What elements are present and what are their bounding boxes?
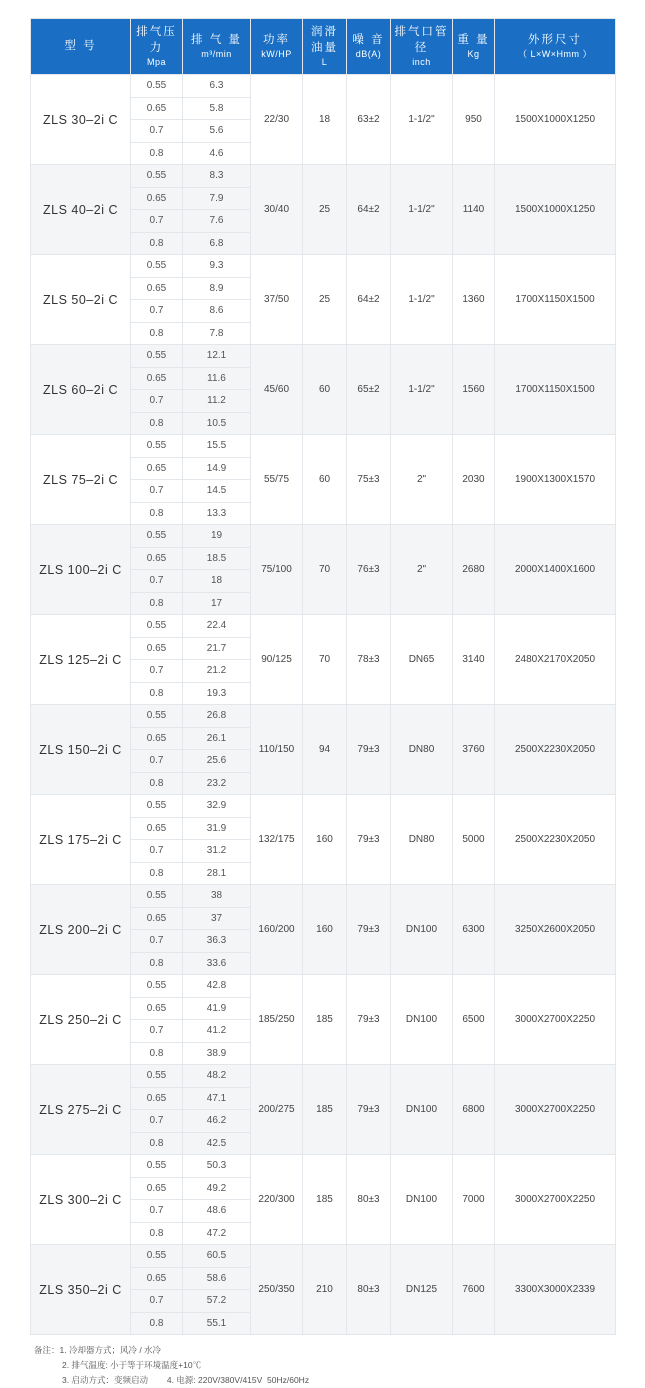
cell-flow: 4.6 xyxy=(183,142,251,165)
header-dimensions: 外形尺寸 （ L×W×Hmm ） xyxy=(495,19,616,75)
cell-power: 220/300 xyxy=(251,1155,303,1245)
cell-flow: 7.9 xyxy=(183,187,251,210)
cell-weight: 6500 xyxy=(453,975,495,1065)
cell-flow: 21.2 xyxy=(183,660,251,683)
specifications-table xyxy=(30,18,616,1335)
cell-pressure: 0.7 xyxy=(131,1200,183,1223)
cell-oil: 160 xyxy=(303,795,347,885)
cell-noise: 79±3 xyxy=(347,705,391,795)
cell-pressure: 0.65 xyxy=(131,367,183,390)
cell-outlet: DN65 xyxy=(391,615,453,705)
cell-pressure: 0.8 xyxy=(131,1222,183,1245)
cell-outlet: DN100 xyxy=(391,1155,453,1245)
cell-model: ZLS 125–2i C xyxy=(31,615,131,705)
cell-noise: 80±3 xyxy=(347,1155,391,1245)
cell-pressure: 0.8 xyxy=(131,322,183,345)
cell-dimensions: 2480X2170X2050 xyxy=(495,615,616,705)
cell-pressure: 0.65 xyxy=(131,97,183,120)
cell-flow: 47.2 xyxy=(183,1222,251,1245)
cell-pressure: 0.7 xyxy=(131,120,183,143)
cell-pressure: 0.65 xyxy=(131,637,183,660)
cell-flow: 6.8 xyxy=(183,232,251,255)
header-pressure: 排气压力 Mpa xyxy=(131,19,183,75)
cell-pressure: 0.55 xyxy=(131,615,183,638)
cell-flow: 18 xyxy=(183,570,251,593)
cell-pressure: 0.65 xyxy=(131,1177,183,1200)
cell-weight: 950 xyxy=(453,75,495,165)
cell-flow: 46.2 xyxy=(183,1110,251,1133)
footnotes xyxy=(30,1343,615,1388)
cell-oil: 160 xyxy=(303,885,347,975)
cell-flow: 36.3 xyxy=(183,930,251,953)
cell-flow: 41.2 xyxy=(183,1020,251,1043)
cell-flow: 23.2 xyxy=(183,772,251,795)
table-header xyxy=(31,19,616,75)
table-row xyxy=(31,525,616,548)
cell-flow: 26.1 xyxy=(183,727,251,750)
cell-oil: 210 xyxy=(303,1245,347,1335)
cell-pressure: 0.8 xyxy=(131,952,183,975)
cell-model: ZLS 30–2i C xyxy=(31,75,131,165)
cell-pressure: 0.7 xyxy=(131,300,183,323)
cell-power: 160/200 xyxy=(251,885,303,975)
cell-pressure: 0.55 xyxy=(131,705,183,728)
cell-power: 132/175 xyxy=(251,795,303,885)
cell-dimensions: 3000X2700X2250 xyxy=(495,1155,616,1245)
cell-pressure: 0.65 xyxy=(131,277,183,300)
cell-weight: 1560 xyxy=(453,345,495,435)
cell-outlet: 1-1/2" xyxy=(391,255,453,345)
table-row xyxy=(31,1065,616,1088)
cell-oil: 25 xyxy=(303,165,347,255)
cell-flow: 50.3 xyxy=(183,1155,251,1178)
cell-weight: 3760 xyxy=(453,705,495,795)
cell-flow: 11.6 xyxy=(183,367,251,390)
cell-flow: 28.1 xyxy=(183,862,251,885)
cell-flow: 19 xyxy=(183,525,251,548)
cell-dimensions: 1900X1300X1570 xyxy=(495,435,616,525)
cell-flow: 8.6 xyxy=(183,300,251,323)
cell-flow: 47.1 xyxy=(183,1087,251,1110)
cell-weight: 6300 xyxy=(453,885,495,975)
cell-flow: 58.6 xyxy=(183,1267,251,1290)
cell-outlet: DN100 xyxy=(391,975,453,1065)
table-row xyxy=(31,255,616,278)
cell-pressure: 0.55 xyxy=(131,1155,183,1178)
cell-flow: 19.3 xyxy=(183,682,251,705)
cell-pressure: 0.7 xyxy=(131,660,183,683)
cell-flow: 38.9 xyxy=(183,1042,251,1065)
cell-pressure: 0.55 xyxy=(131,525,183,548)
cell-outlet: DN125 xyxy=(391,1245,453,1335)
cell-flow: 8.9 xyxy=(183,277,251,300)
cell-weight: 6800 xyxy=(453,1065,495,1155)
cell-pressure: 0.7 xyxy=(131,1020,183,1043)
table-row xyxy=(31,795,616,818)
table-row xyxy=(31,705,616,728)
table-row xyxy=(31,1155,616,1178)
cell-oil: 70 xyxy=(303,525,347,615)
cell-pressure: 0.55 xyxy=(131,1065,183,1088)
cell-flow: 42.8 xyxy=(183,975,251,998)
cell-power: 37/50 xyxy=(251,255,303,345)
cell-noise: 63±2 xyxy=(347,75,391,165)
cell-pressure: 0.55 xyxy=(131,795,183,818)
cell-flow: 13.3 xyxy=(183,502,251,525)
cell-flow: 31.2 xyxy=(183,840,251,863)
cell-oil: 94 xyxy=(303,705,347,795)
cell-flow: 48.6 xyxy=(183,1200,251,1223)
cell-flow: 11.2 xyxy=(183,390,251,413)
table-row xyxy=(31,345,616,368)
cell-pressure: 0.65 xyxy=(131,907,183,930)
cell-model: ZLS 60–2i C xyxy=(31,345,131,435)
cell-weight: 1140 xyxy=(453,165,495,255)
cell-flow: 8.3 xyxy=(183,165,251,188)
cell-weight: 5000 xyxy=(453,795,495,885)
cell-outlet: 1-1/2" xyxy=(391,345,453,435)
cell-power: 22/30 xyxy=(251,75,303,165)
table-row xyxy=(31,165,616,188)
cell-weight: 1360 xyxy=(453,255,495,345)
cell-flow: 49.2 xyxy=(183,1177,251,1200)
cell-power: 75/100 xyxy=(251,525,303,615)
cell-weight: 3140 xyxy=(453,615,495,705)
cell-weight: 7000 xyxy=(453,1155,495,1245)
cell-dimensions: 3300X3000X2339 xyxy=(495,1245,616,1335)
cell-flow: 10.5 xyxy=(183,412,251,435)
cell-dimensions: 1700X1150X1500 xyxy=(495,345,616,435)
header-noise: 噪 音 dB(A) xyxy=(347,19,391,75)
cell-model: ZLS 200–2i C xyxy=(31,885,131,975)
cell-pressure: 0.8 xyxy=(131,1132,183,1155)
cell-pressure: 0.8 xyxy=(131,1042,183,1065)
cell-outlet: DN80 xyxy=(391,795,453,885)
cell-oil: 185 xyxy=(303,1155,347,1245)
cell-model: ZLS 175–2i C xyxy=(31,795,131,885)
cell-flow: 17 xyxy=(183,592,251,615)
cell-pressure: 0.65 xyxy=(131,997,183,1020)
cell-flow: 60.5 xyxy=(183,1245,251,1268)
cell-power: 30/40 xyxy=(251,165,303,255)
cell-flow: 26.8 xyxy=(183,705,251,728)
cell-flow: 37 xyxy=(183,907,251,930)
cell-pressure: 0.8 xyxy=(131,592,183,615)
cell-outlet: DN80 xyxy=(391,705,453,795)
cell-flow: 22.4 xyxy=(183,615,251,638)
table-row xyxy=(31,435,616,458)
cell-model: ZLS 300–2i C xyxy=(31,1155,131,1245)
cell-pressure: 0.7 xyxy=(131,840,183,863)
cell-flow: 14.5 xyxy=(183,480,251,503)
cell-oil: 60 xyxy=(303,435,347,525)
cell-oil: 60 xyxy=(303,345,347,435)
cell-model: ZLS 350–2i C xyxy=(31,1245,131,1335)
cell-noise: 64±2 xyxy=(347,165,391,255)
cell-dimensions: 2500X2230X2050 xyxy=(495,705,616,795)
cell-pressure: 0.55 xyxy=(131,75,183,98)
cell-weight: 2680 xyxy=(453,525,495,615)
cell-noise: 79±3 xyxy=(347,795,391,885)
table-row xyxy=(31,885,616,908)
cell-dimensions: 1500X1000X1250 xyxy=(495,75,616,165)
cell-flow: 48.2 xyxy=(183,1065,251,1088)
cell-pressure: 0.55 xyxy=(131,435,183,458)
cell-power: 55/75 xyxy=(251,435,303,525)
table-row xyxy=(31,615,616,638)
cell-pressure: 0.7 xyxy=(131,1290,183,1313)
header-row xyxy=(31,19,616,75)
cell-flow: 41.9 xyxy=(183,997,251,1020)
cell-pressure: 0.55 xyxy=(131,975,183,998)
cell-noise: 79±3 xyxy=(347,885,391,975)
table-body xyxy=(31,75,616,1335)
cell-flow: 33.6 xyxy=(183,952,251,975)
cell-noise: 75±3 xyxy=(347,435,391,525)
cell-flow: 5.6 xyxy=(183,120,251,143)
cell-pressure: 0.65 xyxy=(131,187,183,210)
cell-pressure: 0.7 xyxy=(131,480,183,503)
footnote-line: 3. 启动方式：变频启动 4. 电源: 220V/380V/415V 50Hz/60Hz xyxy=(62,1374,310,1385)
footnote-line: 2. 排气温度: 小于等于环境温度+10℃ xyxy=(62,1360,202,1371)
cell-outlet: 1-1/2" xyxy=(391,75,453,165)
cell-oil: 18 xyxy=(303,75,347,165)
cell-pressure: 0.55 xyxy=(131,165,183,188)
cell-oil: 25 xyxy=(303,255,347,345)
cell-model: ZLS 275–2i C xyxy=(31,1065,131,1155)
cell-oil: 185 xyxy=(303,1065,347,1155)
cell-dimensions: 3250X2600X2050 xyxy=(495,885,616,975)
cell-pressure: 0.65 xyxy=(131,817,183,840)
cell-oil: 70 xyxy=(303,615,347,705)
cell-dimensions: 1500X1000X1250 xyxy=(495,165,616,255)
cell-pressure: 0.65 xyxy=(131,1087,183,1110)
cell-dimensions: 2500X2230X2050 xyxy=(495,795,616,885)
cell-model: ZLS 150–2i C xyxy=(31,705,131,795)
cell-noise: 78±3 xyxy=(347,615,391,705)
cell-pressure: 0.8 xyxy=(131,862,183,885)
cell-flow: 7.8 xyxy=(183,322,251,345)
cell-pressure: 0.8 xyxy=(131,772,183,795)
footnote-line: 备注：1. 冷却器方式；风冷 / 水冷 xyxy=(34,1345,162,1356)
cell-flow: 7.6 xyxy=(183,210,251,233)
cell-pressure: 0.7 xyxy=(131,210,183,233)
cell-model: ZLS 50–2i C xyxy=(31,255,131,345)
cell-pressure: 0.7 xyxy=(131,570,183,593)
cell-power: 250/350 xyxy=(251,1245,303,1335)
cell-pressure: 0.7 xyxy=(131,750,183,773)
cell-flow: 21.7 xyxy=(183,637,251,660)
cell-flow: 31.9 xyxy=(183,817,251,840)
cell-flow: 18.5 xyxy=(183,547,251,570)
cell-flow: 14.9 xyxy=(183,457,251,480)
cell-power: 45/60 xyxy=(251,345,303,435)
cell-model: ZLS 75–2i C xyxy=(31,435,131,525)
cell-pressure: 0.8 xyxy=(131,502,183,525)
cell-model: ZLS 250–2i C xyxy=(31,975,131,1065)
cell-pressure: 0.65 xyxy=(131,457,183,480)
cell-outlet: DN100 xyxy=(391,1065,453,1155)
cell-pressure: 0.55 xyxy=(131,345,183,368)
header-weight: 重 量 Kg xyxy=(453,19,495,75)
cell-weight: 7600 xyxy=(453,1245,495,1335)
cell-pressure: 0.7 xyxy=(131,1110,183,1133)
cell-power: 200/275 xyxy=(251,1065,303,1155)
header-oil: 润滑油量 L xyxy=(303,19,347,75)
cell-pressure: 0.7 xyxy=(131,930,183,953)
cell-flow: 55.1 xyxy=(183,1312,251,1335)
cell-outlet: 2" xyxy=(391,525,453,615)
cell-pressure: 0.8 xyxy=(131,682,183,705)
header-flow: 排 气 量 m³/min xyxy=(183,19,251,75)
cell-dimensions: 2000X1400X1600 xyxy=(495,525,616,615)
cell-flow: 6.3 xyxy=(183,75,251,98)
cell-pressure: 0.65 xyxy=(131,1267,183,1290)
cell-outlet: 2" xyxy=(391,435,453,525)
cell-dimensions: 3000X2700X2250 xyxy=(495,975,616,1065)
cell-noise: 76±3 xyxy=(347,525,391,615)
cell-flow: 38 xyxy=(183,885,251,908)
cell-pressure: 0.55 xyxy=(131,885,183,908)
cell-pressure: 0.8 xyxy=(131,412,183,435)
cell-pressure: 0.65 xyxy=(131,547,183,570)
cell-weight: 2030 xyxy=(453,435,495,525)
cell-flow: 12.1 xyxy=(183,345,251,368)
cell-noise: 79±3 xyxy=(347,975,391,1065)
cell-model: ZLS 100–2i C xyxy=(31,525,131,615)
cell-pressure: 0.65 xyxy=(131,727,183,750)
cell-noise: 65±2 xyxy=(347,345,391,435)
cell-model: ZLS 40–2i C xyxy=(31,165,131,255)
header-power: 功率 kW/HP xyxy=(251,19,303,75)
cell-noise: 79±3 xyxy=(347,1065,391,1155)
cell-flow: 25.6 xyxy=(183,750,251,773)
cell-power: 185/250 xyxy=(251,975,303,1065)
cell-flow: 42.5 xyxy=(183,1132,251,1155)
cell-flow: 32.9 xyxy=(183,795,251,818)
cell-outlet: 1-1/2" xyxy=(391,165,453,255)
cell-oil: 185 xyxy=(303,975,347,1065)
cell-power: 110/150 xyxy=(251,705,303,795)
table-row xyxy=(31,75,616,98)
cell-pressure: 0.55 xyxy=(131,1245,183,1268)
cell-dimensions: 1700X1150X1500 xyxy=(495,255,616,345)
cell-power: 90/125 xyxy=(251,615,303,705)
cell-dimensions: 3000X2700X2250 xyxy=(495,1065,616,1155)
cell-pressure: 0.8 xyxy=(131,1312,183,1335)
table-row xyxy=(31,1245,616,1268)
cell-pressure: 0.7 xyxy=(131,390,183,413)
cell-pressure: 0.8 xyxy=(131,142,183,165)
cell-flow: 5.8 xyxy=(183,97,251,120)
cell-noise: 64±2 xyxy=(347,255,391,345)
header-outlet: 排气口管径 inch xyxy=(391,19,453,75)
cell-flow: 15.5 xyxy=(183,435,251,458)
cell-pressure: 0.8 xyxy=(131,232,183,255)
cell-flow: 9.3 xyxy=(183,255,251,278)
cell-noise: 80±3 xyxy=(347,1245,391,1335)
cell-outlet: DN100 xyxy=(391,885,453,975)
table-row xyxy=(31,975,616,998)
cell-flow: 57.2 xyxy=(183,1290,251,1313)
cell-pressure: 0.55 xyxy=(131,255,183,278)
header-model: 型 号 xyxy=(31,19,131,75)
